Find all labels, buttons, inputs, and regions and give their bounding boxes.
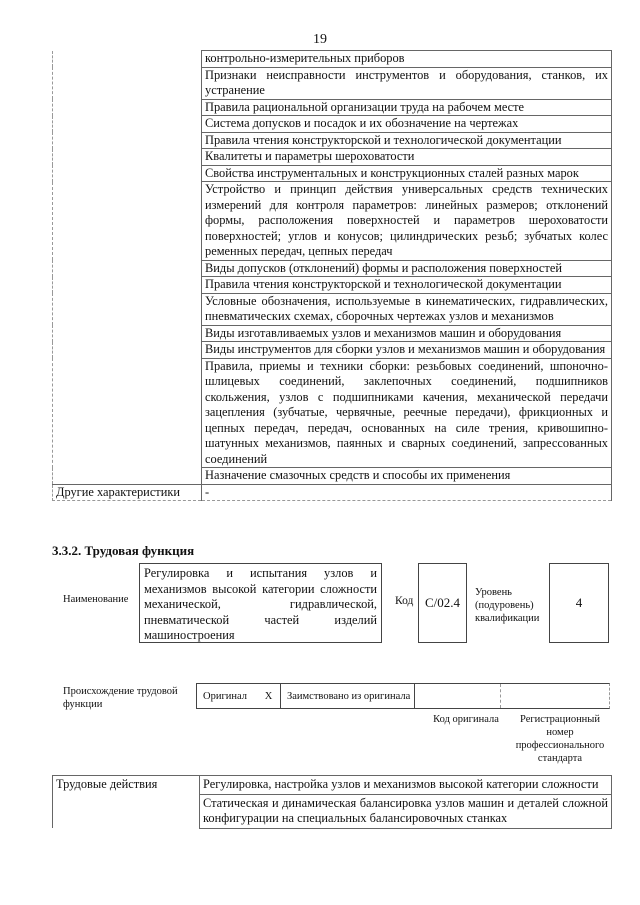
origin-code-caption: Код оригинала (433, 714, 499, 725)
origin-code-cell (415, 684, 501, 708)
knowledge-row: Назначение смазочных средств и способы их применения (202, 468, 612, 485)
qualification-level-box: 4 (549, 563, 609, 643)
knowledge-row: Правила чтения конструкторской и технологической документации (202, 277, 612, 294)
origin-label: Происхождение трудовой функции (63, 686, 178, 710)
code-label: Код (395, 595, 414, 607)
other-characteristics-label: Другие характеристики (53, 484, 202, 501)
other-characteristics-value: - (202, 484, 612, 501)
knowledge-table (52, 50, 612, 501)
origin-reg-cell (501, 684, 609, 708)
knowledge-row: Признаки неисправности инструментов и оборудования, станков, их устранение (202, 67, 612, 99)
origin-row (196, 683, 610, 709)
knowledge-row: контрольно-измерительных приборов (202, 51, 612, 68)
knowledge-row: Виды инструментов для сборки узлов и механизмов машин и оборудования (202, 342, 612, 359)
knowledge-label-cell (53, 51, 202, 485)
knowledge-row: Система допусков и посадок и их обозначение на чертежах (202, 116, 612, 133)
origin-original-cell: Оригинал (203, 690, 247, 702)
knowledge-row: Правила чтения конструкторской и технологической документации (202, 132, 612, 149)
knowledge-row: Правила, приемы и техники сборки: резьбовых соединений, шпоночно-шлицевых соединений, заклепочных соединений, подшипников скольжения, узлов с подшипниками качения, механической передачи зацепления (зубчатые, червячные, реечные передачи), фрикционных и цепных передач, передач, основанных на силе трения, кривошипно-шатунных механизмов, паянных и сварных соединений, запрессованных соединений (202, 358, 612, 468)
labor-action-item: Регулировка, настройка узлов и механизмов высокой категории сложности (200, 776, 612, 795)
labor-actions-label: Трудовые действия (53, 776, 200, 829)
knowledge-row: Условные обозначения, используемые в кинематических, гидравлических, пневматических схемах, сборочных чертежах узлов и механизмов (202, 293, 612, 325)
knowledge-row: Устройство и принцип действия универсальных средств технических измерений для контроля параметров: линейных размеров; отклонений формы, расположения поверхностей и параметров шероховатости поверхностей; углов и конусов; цилиндрических резьб; зубчатых колес ременных передач, цепных передач (202, 182, 612, 261)
knowledge-row: Свойства инструментальных и конструкционных сталей разных марок (202, 165, 612, 182)
origin-borrowed-cell: Заимствовано из оригинала (281, 684, 415, 708)
labor-actions-table (52, 775, 612, 829)
knowledge-row: Правила рациональной организации труда на рабочем месте (202, 99, 612, 116)
knowledge-row: Виды изготавливаемых узлов и механизмов машин и оборудования (202, 325, 612, 342)
function-code-box: С/02.4 (418, 563, 467, 643)
origin-mark-cell: X (257, 684, 281, 708)
knowledge-row: Виды допусков (отклонений) формы и расположения поверхностей (202, 260, 612, 277)
section-title: 3.3.2. Трудовая функция (52, 543, 195, 558)
function-name-box: Регулировка и испытания узлов и механизмов высокой категории сложности механической, гидравлической, пневматической частей изделий машиностроения (139, 563, 382, 643)
page-number: 19 (313, 32, 327, 47)
qualification-level-label: Уровень (подуровень) квалификации (475, 587, 540, 624)
labor-action-item: Статическая и динамическая балансировка узлов машин и деталей сложной конфигурации на специальных балансировочных станках (200, 794, 612, 828)
name-label: Наименование (63, 594, 129, 605)
origin-reg-caption: Регистрационный номер профессионального стандарта (515, 714, 605, 764)
knowledge-row: Квалитеты и параметры шероховатости (202, 149, 612, 166)
